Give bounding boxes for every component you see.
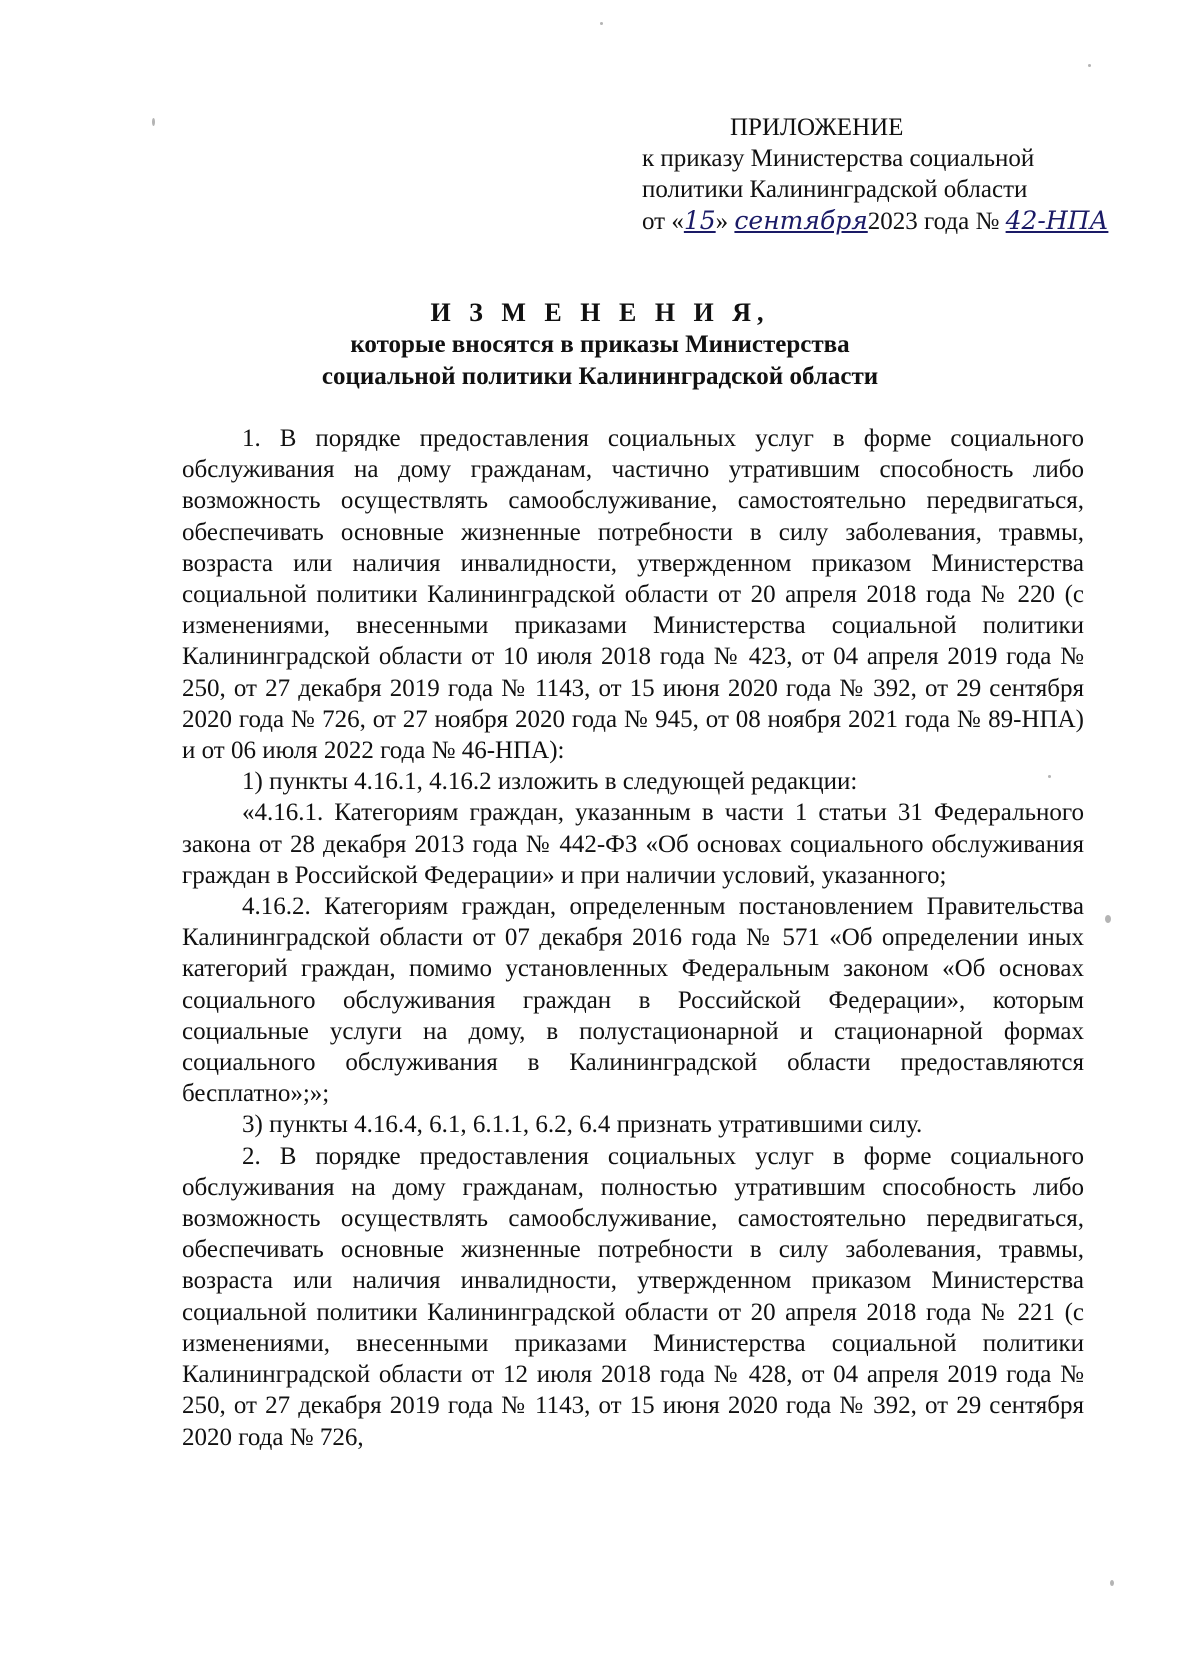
document-body [182,423,1084,1453]
scan-speck [600,22,603,25]
paragraph-5: 3) пункты 4.16.4, 6.1, 6.1.1, 6.2, 6.4 признать утратившими силу. [242,1111,923,1139]
annex-line-2: политики Калининградской области [642,176,1028,203]
scan-speck [1105,915,1111,923]
paragraph-6: 2. В порядке предоставления социальных услуг в форме социального обслуживания на дому гражданам, полностью утратившим способность либо возможность осуществлять самообслуживание, самостоятельно передвигаться, обеспечивать основные жизненные потребности в силу заболевания, травмы, возраста или наличия инвалидности, утвержденном приказом Министерства социальной политики Калининградской области от 20 апреля 2018 года № 221 (с изменениями, внесенными приказами Министерства социальной политики Калининградской области от 12 июля 2018 года № 428, от 04 апреля 2019 года № 250, от 27 декабря 2019 года № 1143, от 15 июня 2020 года № 392, от 29 сентября 2020 года № 726, [182,1142,1084,1451]
annex-date-day: 15 [683,206,716,235]
annex-date-month: сентября [734,206,868,235]
annex-header [642,112,1162,237]
annex-title: ПРИЛОЖЕНИЕ [730,114,904,141]
scan-speck [1048,775,1051,778]
scan-speck [152,118,155,126]
paragraph-4: 4.16.2. Категориям граждан, определенным постановлением Правительства Калининградской области от 07 декабря 2016 года № 571 «Об определении иных категорий граждан, помимо установленных Федеральным законом «Об основах социального обслуживания граждан в Российской Федерации», которым социальные услуги на дому, в полустационарной и стационарной формах социального обслуживания в Калининградской области предоставляются бесплатно»;»; [182,893,1084,1108]
title-main: И З М Е Н Е Н И Я, [430,298,770,327]
annex-line-1: к приказу Министерства социальной [642,145,1035,172]
annex-date-prefix: от « [642,208,684,235]
annex-number: 42-НПА [1005,206,1109,235]
title-line-3: социальной политики Калининградской области [321,363,879,390]
annex-date-mid: » [715,208,729,235]
paragraph-3: «4.16.1. Категориям граждан, указанным в части 1 статьи 31 Федерального закона от 28 декабря 2013 года № 442-ФЗ «Об основах социального обслуживания граждан в Российской Федерации» и при наличии условий, указанного; [182,799,1084,889]
annex-date-year: 2023 года № [867,208,1000,235]
paragraph-2: 1) пункты 4.16.1, 4.16.2 изложить в следующей редакции: [242,768,858,796]
paragraph-1: 1. В порядке предоставления социальных услуг в форме социального обслуживания на дому гражданам, частично утратившим способность либо возможность осуществлять самообслуживание, самостоятельно передвигаться, обеспечивать основные жизненные потребности в силу заболевания, травмы, возраста или наличия инвалидности, утвержденном приказом Министерства социальной политики Калининградской области от 20 апреля 2018 года № 220 (с изменениями, внесенными приказами Министерства социальной политики Калининградской области от 10 июля 2018 года № 423, от 04 апреля 2019 года № 250, от 27 декабря 2019 года № 1143, от 15 июня 2020 года № 392, от 29 сентября 2020 года № 726, от 27 ноября 2020 года № 945, от 08 ноября 2021 года № 89-НПА) и от 06 июля 2022 года № 46-НПА): [182,425,1084,765]
document-title [0,297,1200,393]
scan-speck [1110,1580,1114,1586]
title-line-2: которые вносятся в приказы Министерства [350,331,850,358]
annex-date-line [642,205,1162,237]
scan-speck [1088,64,1091,67]
